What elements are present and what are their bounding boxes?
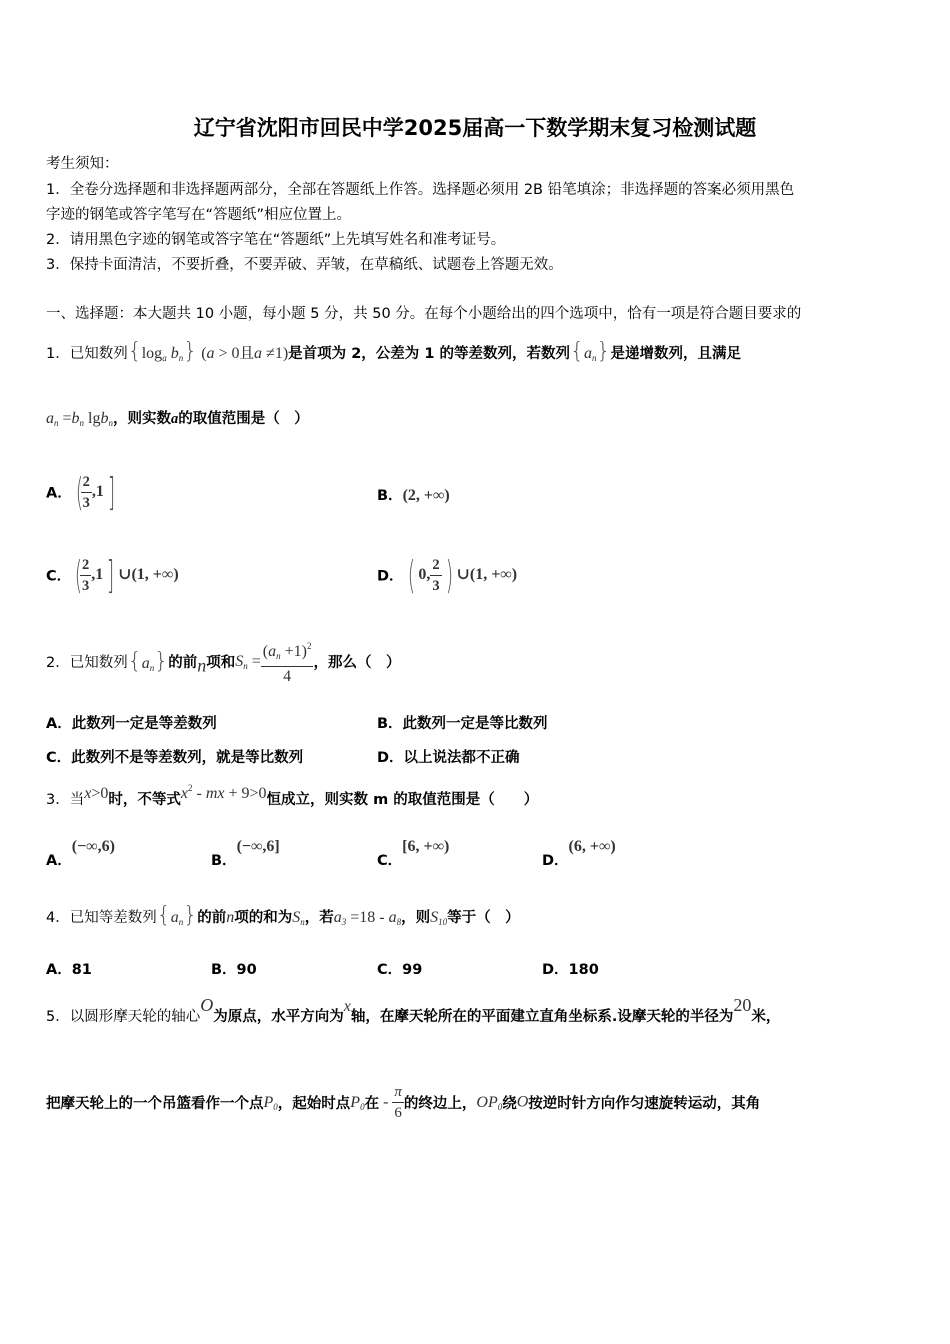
notice-line-1a: 1．全卷分选择题和非选择题两部分，全部在答题纸上作答。选择题必须用 2B 铅笔填涂；非选择题的答案必须用黑色 (46, 182, 795, 198)
formula-a-ne-1: a ≠1) (254, 345, 289, 362)
q1-option-a[interactable]: A．( $\frac{2}{3}$ ,1] (46, 470, 115, 514)
formula-a-n: $\{a_n\}$ (569, 339, 611, 364)
q1-option-d[interactable]: D．( 0, $\frac{2}{3}$ ) ∪(1, +∞) (377, 553, 518, 597)
q1-option-c[interactable]: C．( $\frac{2}{3}$ ,1] ∪(1, +∞) (46, 553, 179, 597)
q3-option-a[interactable]: A．(−∞,6) (46, 838, 115, 869)
formula-neg-pi-over-6: $\frac{\pi}{6}$ (394, 1084, 402, 1121)
notice-line-2: 2．请用黑色字迹的钢笔或答字笔在“答题纸”上先填写姓名和准考证号。 (46, 232, 506, 248)
formula-x-gt-0: x>0 (84, 785, 109, 802)
question-2-line: 2．已知数列$\{a_n\}$的前n项和$S_n$ = $\frac{(a_n +1)^2}{4}$ ，那么（ ） (46, 636, 400, 687)
section-heading: 一、选择题：本大题共 10 小题，每小题 5 分，共 50 分。在每个小题给出的四个选项中，恰有一项是符合题目要求的 (46, 306, 802, 322)
q2-option-d[interactable]: D．以上说法都不正确 (377, 750, 520, 766)
question-1-line-2: $a_n =b_n$ lgb$_n$，则实数a的取值范围是（ ） (46, 410, 309, 428)
formula-log-sequence: {$\log_a$ $b_n$} (a > 0 (127, 339, 240, 364)
q4-option-d[interactable]: D．180 (542, 962, 599, 978)
formula-q4-an: $\{a_n\}$ (156, 903, 198, 928)
formula-s10: $S_{10}$ (430, 909, 448, 927)
q4-option-b[interactable]: B．90 (211, 962, 257, 978)
q2-option-a[interactable]: A．此数列一定是等差数列 (46, 716, 217, 732)
question-4-line: 4．已知等差数列$\{a_n\}$的前n项的和为$S_n$，若$a_3 =18 - a_8$，则$S_{10}$等于（ ） (46, 903, 520, 928)
formula-an-equals: $a_n =b_n$ lgb$_n$ (46, 410, 113, 428)
q2-option-c[interactable]: C．此数列不是等差数列，就是等比数列 (46, 750, 304, 766)
q1-option-b[interactable]: B．(2, +∞) (377, 487, 450, 504)
page-title: 辽宁省沈阳市回民中学2025届高一下数学期末复习检测试题 (193, 116, 757, 140)
question-5-line-1: 5．以圆形摩天轮的轴心O为原点，水平方向为x轴，在摩天轮所在的平面建立直角坐标系.设摩天轮的半径为20米， (46, 995, 781, 1025)
question-3-line: 3．当x>0时，不等式$x^2$ - mx + 9>0恒成立，则实数 m 的取值范围是（ ） (46, 783, 539, 808)
formula-inequality: $x^2$ - mx + 9>0 (180, 783, 267, 802)
formula-sn: $S_n$ = (235, 652, 261, 671)
q3-option-c[interactable]: C．[6, +∞) (377, 838, 450, 869)
formula-q2-an: $\{a_n\}$ (127, 649, 169, 674)
notice-line-1b: 字迹的钢笔或答字笔写在“答题纸”相应位置上。 (46, 207, 352, 223)
notice-heading: 考生须知： (46, 156, 119, 172)
q4-option-a[interactable]: A．81 (46, 962, 92, 978)
formula-q4-sn: $S_n$ (292, 909, 305, 927)
q2-option-b[interactable]: B．此数列一定是等比数列 (377, 716, 548, 732)
question-1-line-1: 1．已知数列{$\log_a$ $b_n$} (a > 0且a ≠1)是首项为 2，公差为 1 的等差数列，若数列$\{a_n\}$是递增数列，且满足 (46, 339, 741, 364)
question-5-line-2: 把摩天轮上的一个吊篮看作一个点$P_0$，起始时点$P_0$在 - $\frac{\pi}{6}$ 的终边上，$OP_0$绕O按逆时针方向作匀速旋转运动，其角 (46, 1084, 761, 1121)
q4-option-c[interactable]: C．99 (377, 962, 423, 978)
formula-a3-a8: $a_3 =18 - a_8$ (333, 909, 402, 927)
q3-option-d[interactable]: D．(6, +∞) (542, 838, 616, 869)
notice-line-3: 3．保持卡面清洁，不要折叠，不要弄破、弄皱，在草稿纸、试题卷上答题无效。 (46, 257, 563, 273)
q3-option-b[interactable]: B．(−∞,6] (211, 838, 280, 869)
formula-sn-fraction: $\frac{(a_n +1)^2}{4}$ (261, 636, 314, 687)
